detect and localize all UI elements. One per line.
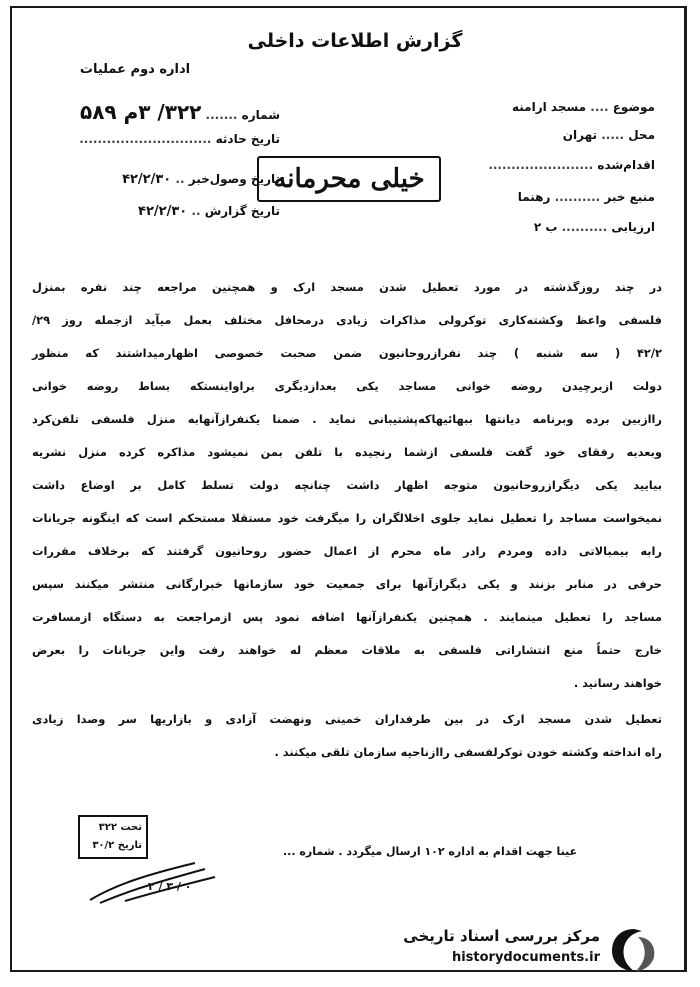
registration-box <box>78 815 148 859</box>
body-line: خواهند رسانید . <box>573 676 662 690</box>
body-line: راه انداخته وکشته خودن توکرلفسفی راازناحیه سازمان تلقی میکنند . <box>274 745 662 759</box>
number-value: ۳۲۲/ ۳م ۵۸۹ <box>79 100 202 124</box>
body-line: رابه بیمبالاتی داده ومردم رادر ماه محرم از اعمال حضور روحانیون گرفتند که برخلاف مقررات <box>32 544 662 558</box>
incident-date-label: تاریخ حادثه <box>215 132 280 146</box>
signature-date: ۲ / ۳ / ۰ <box>148 880 192 893</box>
body-line: مساجد را تعطیل مینمایند . همچنین یکنفرازآنها اضافه نمود پس ازمراجعت به دستگاه ازمسافرت <box>32 610 662 624</box>
body-line: دولت ازبرچیدن روضه خوانی مساجد یکی بعدازدیگری براواینستکه بساط روضه خوانی <box>32 379 662 393</box>
archive-url: historydocuments.ir <box>451 950 600 965</box>
location-value: تهران <box>562 128 598 142</box>
body-line: ۴۲/۲ ( سه شنبه ) چند نفرازروحانیون ضمن صحبت خصوصی اظهارمیداشتند که منظور <box>32 346 662 360</box>
grade-row: ارزیابی .......... ب ۲ <box>533 220 655 234</box>
subject-value: مسجد ارامنه <box>511 100 587 114</box>
issuing-office: اداره دوم عملیات <box>79 62 191 77</box>
incident-date-row: تاریخ حادثه ............................. <box>79 132 280 146</box>
number-row: شماره ....... ۳۲۲/ ۳م ۵۸۹ <box>79 100 280 124</box>
body-line: نمیخواست مساجد را تعطیل نماید جلوی اخلالگران را میگرفت خود مستقلا مستحکم است که اینگونه جریانات <box>32 511 662 525</box>
registration-number: تحت ۳۲۲ <box>98 822 142 833</box>
receipt-date-row: تاریخ وصول‌خبر .. ۴۲/۲/۳۰ <box>122 172 280 187</box>
source-label: منبع خبر <box>604 190 655 204</box>
body-line: خارج حتماً منع انتشاراتی فلسفی به ملاقات معظم له خواهند رفت واین جریانات را بعرض <box>32 643 662 657</box>
source-value: رهنما <box>517 190 551 204</box>
grade-value: ب ۲ <box>533 220 558 234</box>
subject-label: موضوع <box>612 100 655 114</box>
archive-logo-icon <box>608 925 660 975</box>
subject-row: موضوع .... مسجد ارامنه <box>511 100 655 114</box>
location-row: محل ..... تهران <box>562 128 655 142</box>
action-row: اقدام‌شده ....................... <box>488 158 655 172</box>
confidential-stamp: خیلی محرمانه <box>257 156 441 202</box>
receipt-date-label: تاریخ وصول‌خبر <box>188 172 280 186</box>
action-label: اقدام‌شده <box>597 158 655 172</box>
archive-name: مرکز بررسی اسناد تاریخی <box>403 927 600 945</box>
body-line: وبعدبه رفقای خود گفت فلسفی ازشما رنجیده با تلفن بمن نمیشود مذاکره کرده منزل نشریه <box>32 445 662 459</box>
location-label: محل <box>628 128 655 142</box>
archive-watermark <box>360 925 660 975</box>
body-line: فلسفی واعظ وکشته‌کاری توکرولی مذاکرات زیادی درمحافل مختلف بعمل میآید ازجمله روز ۲۹/ <box>32 313 662 327</box>
body-line: بیایید یکی دیگرازروحانیون متوجه اظهار داشت چنانچه دولت تسلط کامل بر اوضاع داشت <box>32 478 662 492</box>
source-row: منبع خبر .......... رهنما <box>517 190 655 204</box>
body-line: حرفی در منابر بزنند و یکی دیگرازآنها برای جمعیت خود سازمانها خبرارگانی منتشر میکنند سپس <box>32 577 662 591</box>
report-date-row: تاریخ گزارش .. ۴۲/۲/۳۰ <box>138 204 280 219</box>
document-title: گزارش اطلاعات داخلی <box>247 30 463 52</box>
receipt-date-value: ۴۲/۲/۳۰ <box>122 172 172 187</box>
grade-label: ارزیابی <box>611 220 655 234</box>
number-label: شماره <box>241 108 280 122</box>
body-line: در چند روزگذشته در مورد تعطیل شدن مسجد ارک و همچنین مراجعه چند نفره بمنزل <box>32 280 662 294</box>
report-date-value: ۴۲/۲/۳۰ <box>138 204 188 219</box>
registration-date: تاریخ ۳۰/۲ <box>92 840 142 851</box>
forwarding-note: عینا جهت اقدام به اداره ۱۰۲ ارسال میگردد . شماره ... <box>283 845 578 858</box>
body-line: تعطیل شدن مسجد ارک در بین طرفداران خمینی ونهضت آزادی و بازاریها سر وصدا زیادی <box>32 712 662 726</box>
body-line: راازبین برده وبرنامه دیانتها ببهائیهاکه‌پشتیبانی نماید . ضمنا یکنفرازآنهابه منزل فلسفی تلفن‌کرد <box>32 412 662 426</box>
report-date-label: تاریخ گزارش <box>204 204 280 218</box>
